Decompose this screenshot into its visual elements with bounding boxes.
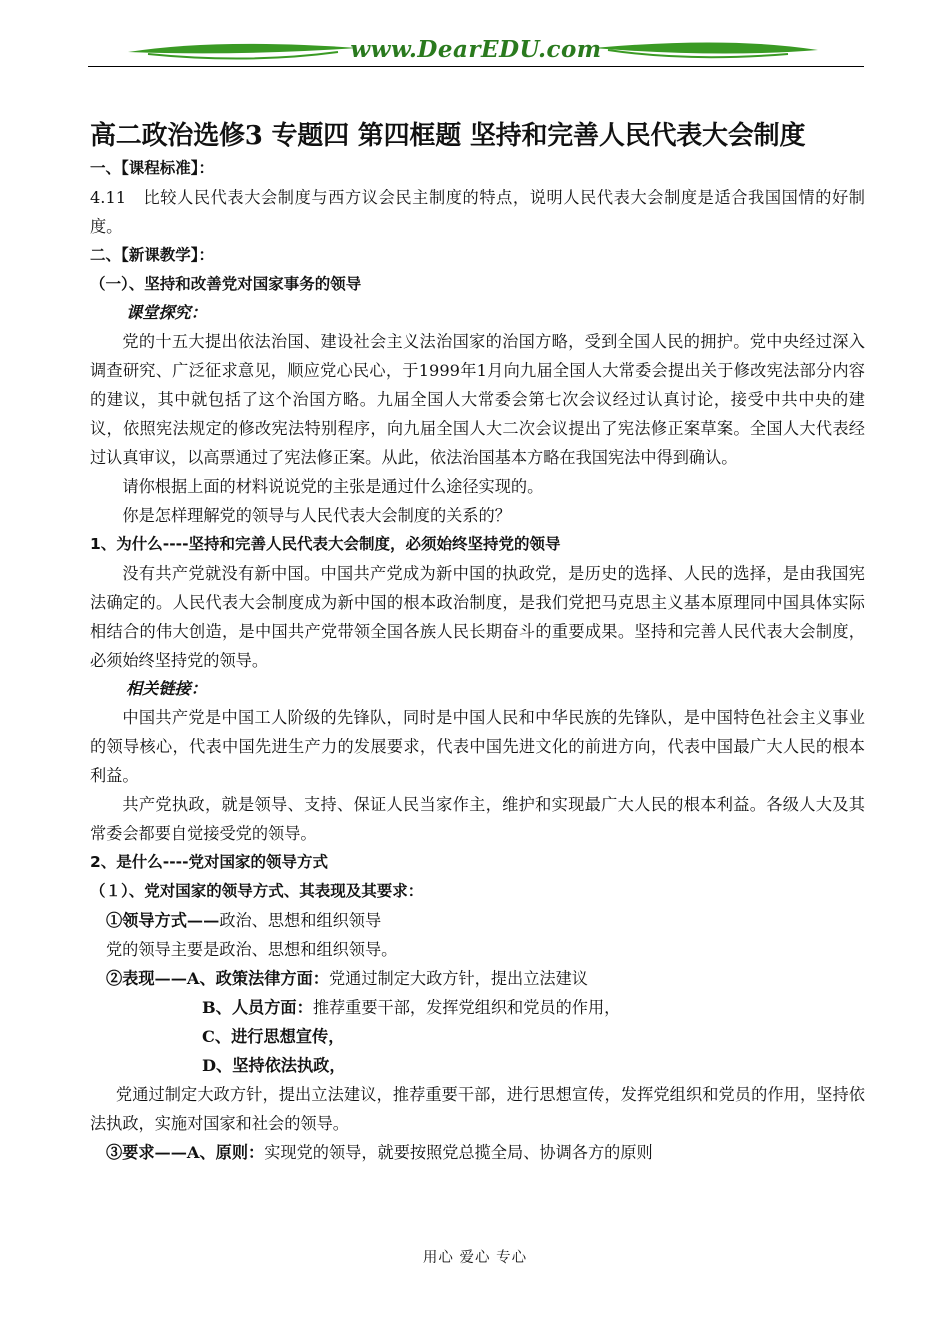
leadership-way-row xyxy=(90,906,865,935)
performance-d-label: D、坚持依法执政， xyxy=(202,1056,346,1075)
point1-paragraph: 没有共产党就没有新中国。中国共产党成为新中国的执政党，是历史的选择、人民的选择，是由我国宪法确定的。人民代表大会制度成为新中国的根本政治制度，是我们党把马克思主义基本原理同中国具体实际相结合的伟大创造，是中国共产党带领全国各族人民长期奋斗的重要成果。坚持和完善人民代表大会制度，必须始终坚持党的领导。 xyxy=(90,564,865,670)
related-link-paragraph-2: 共产党执政，就是领导、支持、保证人民当家作主，维护和实现最广大人民的根本利益。各级人大及其常委会都要自觉接受党的领导。 xyxy=(90,795,865,843)
explore-question-2: 你是怎样理解党的领导与人民代表大会制度的关系的？ xyxy=(122,506,511,525)
performance-summary: 党通过制定大政方针，提出立法建议，推荐重要干部，进行思想宣传，发挥党组织和党员的作用，坚持依法执政，实施对国家和社会的领导。 xyxy=(90,1085,865,1133)
requirement-a-label: ③要求——A、原则： xyxy=(106,1143,265,1162)
performance-b-row xyxy=(90,993,865,1022)
section-heading-new-lesson: 二、【新课教学】： xyxy=(90,246,215,264)
requirement-a-text: 实现党的领导，就要按照党总揽全局、协调各方的原则 xyxy=(264,1143,653,1162)
curriculum-text: 4.11 比较人民代表大会制度与西方议会民主制度的特点，说明人民代表大会制度是适合我国国情的好制度。 xyxy=(90,188,865,236)
header-rule xyxy=(88,66,864,67)
requirement-a-row xyxy=(90,1138,865,1167)
related-link-label: 相关链接： xyxy=(126,679,207,698)
performance-a-text: 党通过制定大政方针，提出立法建议 xyxy=(329,969,588,988)
page-footer: 用心 爱心 专心 xyxy=(422,1250,528,1266)
section-heading-curriculum: 一、【课程标准】： xyxy=(90,159,215,177)
leadership-way-label: ①领导方式—— xyxy=(106,911,220,930)
page-title: 高二政治选修3 专题四 第四框题 坚持和完善人民代表大会制度 xyxy=(90,121,806,151)
performance-c-label: C、进行思想宣传， xyxy=(202,1027,345,1046)
performance-b-text: 推荐重要干部，发挥党组织和党员的作用， xyxy=(312,998,621,1017)
site-url[interactable]: www.DearEDU.com xyxy=(350,36,602,63)
site-banner xyxy=(88,30,864,70)
leadership-way-sentence: 党的领导主要是政治、思想和组织领导。 xyxy=(106,940,398,959)
part1-heading: （一）、坚持和改善党对国家事务的领导 xyxy=(90,275,362,293)
point1-heading: 1、为什么----坚持和完善人民代表大会制度，必须始终坚持党的领导 xyxy=(90,535,561,553)
performance-d-row xyxy=(90,1051,865,1080)
explore-question-1: 请你根据上面的材料说说党的主张是通过什么途径实现的。 xyxy=(122,477,544,496)
performance-b-label: B、人员方面： xyxy=(202,998,313,1017)
performance-a-row xyxy=(90,964,865,993)
leadership-way-sentence-row xyxy=(90,935,865,964)
leadership-way-text: 政治、思想和组织领导 xyxy=(219,911,382,930)
subsection-heading: （１）、党对国家的领导方式、其表现及其要求： xyxy=(90,882,424,900)
explore-paragraph: 党的十五大提出依法治国、建设社会主义法治国家的治国方略，受到全国人民的拥护。党中央经过深入调查研究、广泛征求意见，顺应党心民心，于1999年1月向九届全国人大常委会提出关于修改宪法部分内容的建议，其中就包括了这个治国方略。九届全国人大常委会第七次会议经过认真讨论，接受中共中央的建议，依照宪法规定的修改宪法特别程序，向九届全国人大二次会议提出了宪法修正案草案。全国人大代表经过认真审议，以高票通过了宪法修正案。从此，依法治国基本方略在我国宪法中得到确认。 xyxy=(90,332,865,467)
performance-a-label: ②表现——A、政策法律方面： xyxy=(106,969,329,988)
related-link-paragraph-1: 中国共产党是中国工人阶级的先锋队，同时是中国人民和中华民族的先锋队，是中国特色社会主义事业的领导核心，代表中国先进生产力的发展要求，代表中国先进文化的前进方向，代表中国最广大人民的根本利益。 xyxy=(90,708,865,785)
point2-heading: 2、是什么----党对国家的领导方式 xyxy=(90,853,329,871)
document-body xyxy=(90,118,865,1167)
performance-c-row xyxy=(90,1022,865,1051)
explore-label: 课堂探究： xyxy=(126,303,207,322)
